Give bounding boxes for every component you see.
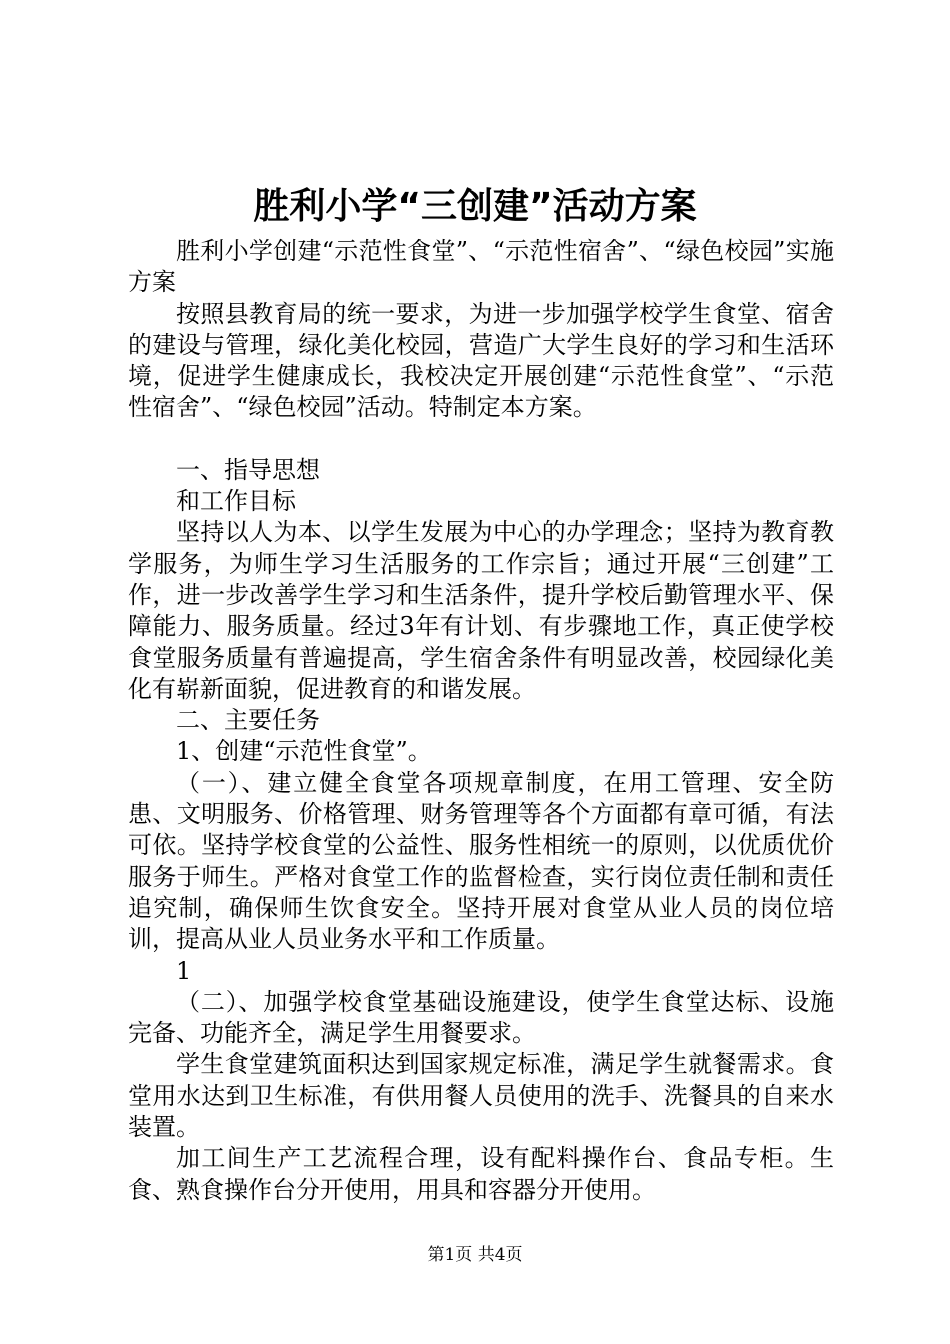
paragraph-goals: 坚持以人为本、以学生发展为中心的办学理念；坚持为教育教学服务，为师生学习生活服务的工作宗旨；通过开展“三创建”工作，进一步改善学生学习和生活条件，提升学校后勤管理水平、保障能力、服务质量。经过3年有计划、有步骤地工作，真正使学校食堂服务质量有普遍提高，学生宿舍条件有明显改善，校园绿化美化有崭新面貌，促进教育的和谐发展。: [128, 518, 834, 703]
paragraph-spacer: [128, 424, 834, 455]
paragraph-processing-room: 加工间生产工艺流程合理，设有配料操作台、食品专柜。生食、熟食操作台分开使用，用具和容器分开使用。: [128, 1144, 834, 1204]
heading-main-tasks: 二、主要任务: [176, 706, 320, 735]
heading-work-goal: 和工作目标: [176, 487, 296, 516]
page-footer: 第1页 共4页: [427, 1245, 523, 1265]
paragraph-intro: 按照县教育局的统一要求，为进一步加强学校学生食堂、宿舍的建设与管理，绿化美化校园，营造广大学生良好的学习和生活环境，促进学生健康成长，我校决定开展创建“示范性食堂”、“示范性宿舍”、“绿色校园”活动。特制定本方案。: [128, 299, 834, 422]
paragraph-task-1-1: （一）、建立健全食堂各项规章制度，在用工管理、安全防患、文明服务、价格管理、财务管理等各个方面都有章可循，有法可依。坚持学校食堂的公益性、服务性相统一的原则，以优质优价服务于师生。严格对食堂工作的监督检查，实行岗位责任制和责任追究制，确保师生饮食安全。坚持开展对食堂从业人员的岗位培训，提高从业人员业务水平和工作质量。: [128, 768, 834, 954]
inline-page-number: 1: [176, 956, 192, 985]
paragraph-canteen-area: 学生食堂建筑面积达到国家规定标准，满足学生就餐需求。食堂用水达到卫生标准，有供用餐人员使用的洗手、洗餐具的自来水装置。: [128, 1050, 834, 1142]
document-body: [128, 236, 834, 1206]
paragraph-subtitle: 胜利小学创建“示范性食堂”、“示范性宿舍”、“绿色校园”实施方案: [128, 237, 834, 297]
heading-guiding-thought: 一、指导思想: [176, 455, 320, 484]
document-title: 胜利小学“三创建”活动方案: [253, 186, 697, 227]
heading-task-1: 1、创建“示范性食堂”。: [176, 737, 432, 766]
paragraph-task-1-2: （二）、加强学校食堂基础设施建设，使学生食堂达标、设施完备、功能齐全，满足学生用餐要求。: [128, 987, 834, 1048]
